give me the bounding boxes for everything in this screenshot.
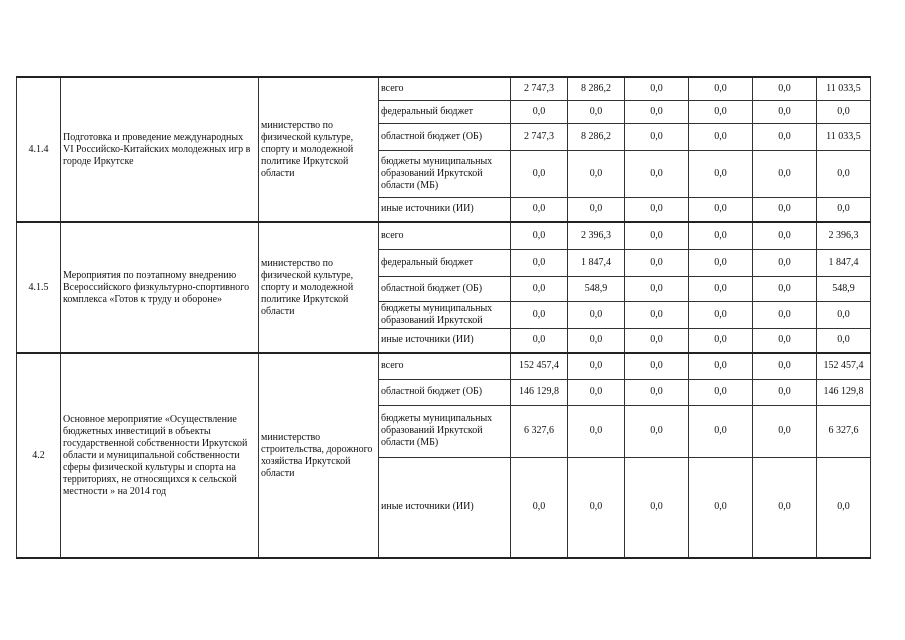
measure-name: Подготовка и проведение международных VI Российско-Китайских молодежных игр в городе Иркутске — [61, 77, 259, 222]
funding-source: всего — [379, 353, 511, 379]
value-cell: 0,0 — [568, 353, 625, 379]
value-cell: 0,0 — [568, 405, 625, 457]
value-cell: 0,0 — [511, 100, 568, 123]
measure-code: 4.1.4 — [17, 77, 61, 222]
total-value: 0,0 — [817, 301, 871, 328]
value-cell: 0,0 — [689, 123, 753, 150]
value-cell: 0,0 — [511, 249, 568, 276]
funding-source: бюджеты муниципальных образований Иркутской области (МБ) — [379, 405, 511, 457]
value-cell: 0,0 — [753, 222, 817, 249]
funding-source: иные источники (ИИ) — [379, 197, 511, 222]
value-cell: 0,0 — [625, 77, 689, 100]
value-cell: 0,0 — [625, 379, 689, 405]
measure-code: 4.1.5 — [17, 222, 61, 353]
value-cell: 0,0 — [689, 379, 753, 405]
value-cell: 0,0 — [625, 100, 689, 123]
value-cell: 146 129,8 — [511, 379, 568, 405]
total-value: 0,0 — [817, 150, 871, 197]
value-cell: 0,0 — [753, 197, 817, 222]
table-row — [17, 77, 871, 100]
executor: министерство по физической культуре, спорту и молодежной политике Иркутской области — [259, 222, 379, 353]
value-cell: 0,0 — [625, 197, 689, 222]
funding-source: иные источники (ИИ) — [379, 457, 511, 558]
value-cell: 0,0 — [511, 222, 568, 249]
value-cell: 0,0 — [625, 405, 689, 457]
value-cell: 0,0 — [625, 457, 689, 558]
total-value: 146 129,8 — [817, 379, 871, 405]
total-value: 0,0 — [817, 328, 871, 353]
funding-source: бюджеты муниципальных образований Иркутской области (МБ) — [379, 150, 511, 197]
value-cell: 6 327,6 — [511, 405, 568, 457]
value-cell: 0,0 — [625, 123, 689, 150]
funding-source: всего — [379, 222, 511, 249]
value-cell: 0,0 — [625, 353, 689, 379]
executor: министерство по физической культуре, спорту и молодежной политике Иркутской области — [259, 77, 379, 222]
funding-source: всего — [379, 77, 511, 100]
value-cell: 0,0 — [511, 276, 568, 301]
value-cell: 0,0 — [689, 301, 753, 328]
value-cell: 0,0 — [689, 353, 753, 379]
funding-source: областной бюджет (ОБ) — [379, 379, 511, 405]
value-cell: 0,0 — [753, 405, 817, 457]
total-value: 6 327,6 — [817, 405, 871, 457]
value-cell: 548,9 — [568, 276, 625, 301]
value-cell: 0,0 — [753, 276, 817, 301]
value-cell: 0,0 — [689, 222, 753, 249]
funding-source: бюджеты муниципальных образований Иркутской — [379, 301, 511, 328]
value-cell: 152 457,4 — [511, 353, 568, 379]
total-value: 0,0 — [817, 197, 871, 222]
value-cell: 0,0 — [753, 100, 817, 123]
value-cell: 0,0 — [511, 301, 568, 328]
value-cell: 0,0 — [568, 457, 625, 558]
total-value: 0,0 — [817, 100, 871, 123]
value-cell: 0,0 — [689, 457, 753, 558]
value-cell: 0,0 — [753, 150, 817, 197]
measure-name: Основное мероприятие «Осуществление бюджетных инвестиций в объекты государственной собственности Иркутской области и муниципальной собственности сферы физической культуры и спорта на территориях, не относящихся к сельской местности » на 2014 год — [61, 353, 259, 558]
value-cell: 0,0 — [689, 276, 753, 301]
value-cell: 0,0 — [568, 301, 625, 328]
value-cell: 0,0 — [511, 150, 568, 197]
value-cell: 8 286,2 — [568, 77, 625, 100]
value-cell: 0,0 — [568, 328, 625, 353]
funding-source: областной бюджет (ОБ) — [379, 276, 511, 301]
value-cell: 0,0 — [511, 328, 568, 353]
value-cell: 0,0 — [689, 77, 753, 100]
value-cell: 2 396,3 — [568, 222, 625, 249]
value-cell: 0,0 — [689, 150, 753, 197]
value-cell: 0,0 — [625, 249, 689, 276]
value-cell: 0,0 — [753, 301, 817, 328]
table-body — [17, 77, 871, 558]
table-row — [17, 353, 871, 379]
value-cell: 0,0 — [753, 328, 817, 353]
total-value: 1 847,4 — [817, 249, 871, 276]
value-cell: 0,0 — [625, 276, 689, 301]
value-cell: 0,0 — [568, 379, 625, 405]
value-cell: 1 847,4 — [568, 249, 625, 276]
value-cell: 0,0 — [753, 249, 817, 276]
value-cell: 0,0 — [689, 249, 753, 276]
value-cell: 8 286,2 — [568, 123, 625, 150]
value-cell: 0,0 — [753, 353, 817, 379]
value-cell: 0,0 — [511, 197, 568, 222]
total-value: 11 033,5 — [817, 123, 871, 150]
value-cell: 0,0 — [568, 197, 625, 222]
total-value: 0,0 — [817, 457, 871, 558]
value-cell: 2 747,3 — [511, 123, 568, 150]
value-cell: 0,0 — [689, 405, 753, 457]
budget-table — [16, 76, 871, 559]
funding-source: областной бюджет (ОБ) — [379, 123, 511, 150]
total-value: 2 396,3 — [817, 222, 871, 249]
measure-name: Мероприятия по поэтапному внедрению Всероссийского физкультурно-спортивного комплекса «Готов к труду и обороне» — [61, 222, 259, 353]
value-cell: 0,0 — [511, 457, 568, 558]
value-cell: 0,0 — [753, 123, 817, 150]
value-cell: 0,0 — [625, 150, 689, 197]
value-cell: 0,0 — [625, 328, 689, 353]
value-cell: 0,0 — [689, 197, 753, 222]
value-cell: 0,0 — [625, 301, 689, 328]
executor: министерство строительства, дорожного хозяйства Иркутской области — [259, 353, 379, 558]
value-cell: 0,0 — [568, 100, 625, 123]
value-cell: 0,0 — [753, 379, 817, 405]
value-cell: 0,0 — [625, 222, 689, 249]
table-row — [17, 222, 871, 249]
value-cell: 0,0 — [753, 457, 817, 558]
value-cell: 0,0 — [689, 328, 753, 353]
value-cell: 0,0 — [753, 77, 817, 100]
measure-code: 4.2 — [17, 353, 61, 558]
value-cell: 0,0 — [689, 100, 753, 123]
funding-source: иные источники (ИИ) — [379, 328, 511, 353]
total-value: 548,9 — [817, 276, 871, 301]
total-value: 152 457,4 — [817, 353, 871, 379]
total-value: 11 033,5 — [817, 77, 871, 100]
funding-source: федеральный бюджет — [379, 100, 511, 123]
funding-source: федеральный бюджет — [379, 249, 511, 276]
value-cell: 0,0 — [568, 150, 625, 197]
value-cell: 2 747,3 — [511, 77, 568, 100]
